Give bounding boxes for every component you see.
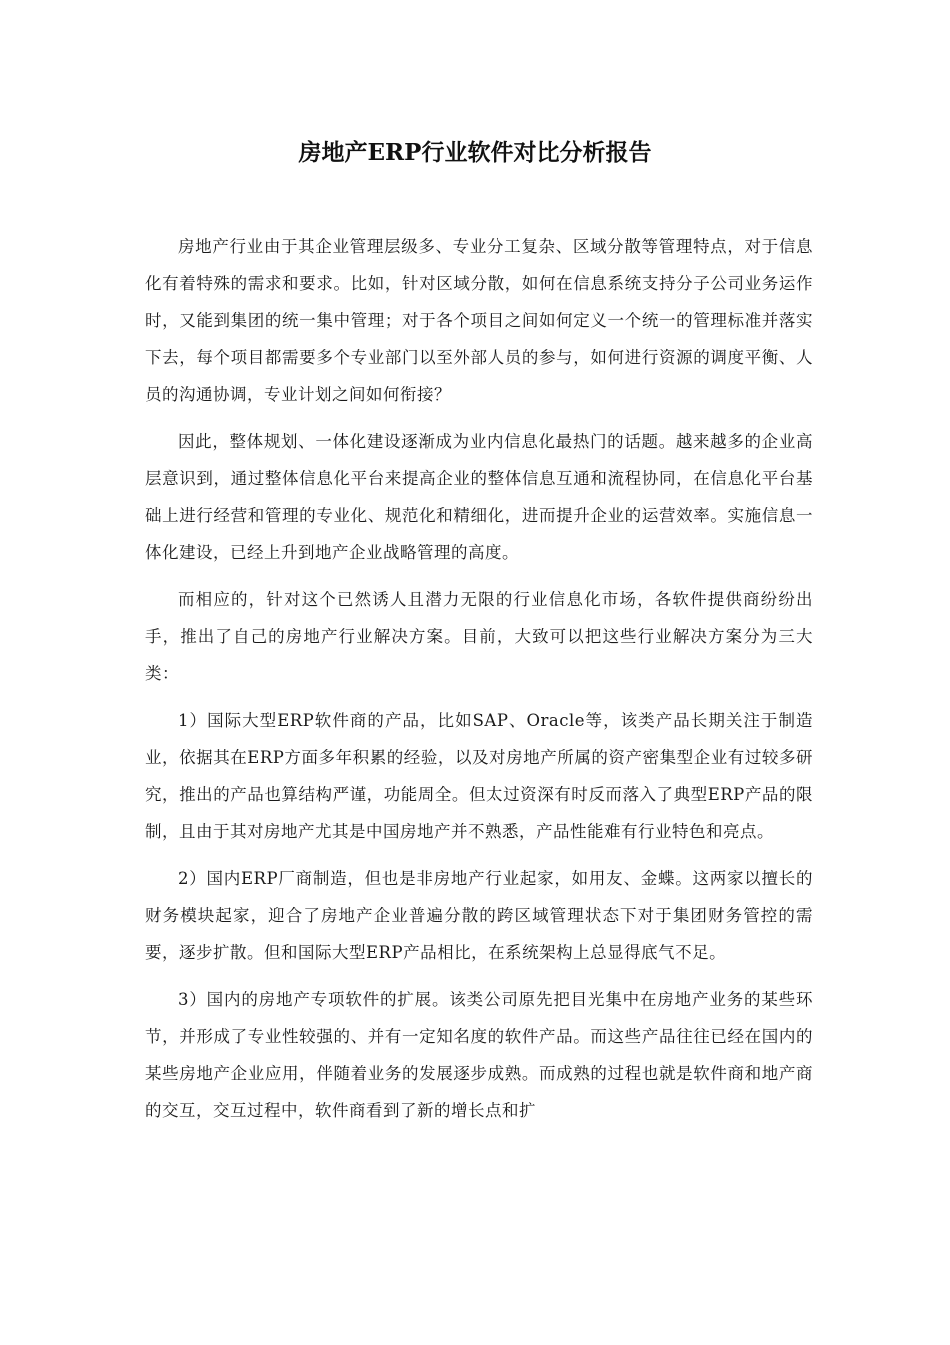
document-title: 房地产ERP行业软件对比分析报告 [298, 139, 652, 166]
paragraph-category-1: 1）国际大型ERP软件商的产品，比如SAP、Oracle等，该类产品长期关注于制造业，依据其在ERP方面多年积累的经验，以及对房地产所属的资产密集型企业有过较多研究，推出的产品也算结构严谨，功能周全。但太过资深有时反而落入了典型ERP产品的限制，且由于其对房地产尤其是中国房地产并不熟悉，产品性能难有行业特色和亮点。 [145, 711, 813, 841]
document-body [145, 228, 813, 1139]
paragraph-market: 而相应的，针对这个已然诱人且潜力无限的行业信息化市场，各软件提供商纷纷出手，推出了自己的房地产行业解决方案。目前，大致可以把这些行业解决方案分为三大类： [145, 590, 813, 683]
paragraph-category-2: 2）国内ERP厂商制造，但也是非房地产行业起家，如用友、金蝶。这两家以擅长的财务模块起家，迎合了房地产企业普遍分散的跨区域管理状态下对于集团财务管控的需要，逐步扩散。但和国际大型ERP产品相比，在系统架构上总显得底气不足。 [145, 869, 813, 962]
paragraph-category-3: 3）国内的房地产专项软件的扩展。该类公司原先把目光集中在房地产业务的某些环节，并形成了专业性较强的、并有一定知名度的软件产品。而这些产品往往已经在国内的某些房地产企业应用，伴随着业务的发展逐步成熟。而成熟的过程也就是软件商和地产商的交互，交互过程中，软件商看到了新的增长点和扩 [145, 990, 813, 1120]
paragraph-intro: 房地产行业由于其企业管理层级多、专业分工复杂、区域分散等管理特点，对于信息化有着特殊的需求和要求。比如，针对区域分散，如何在信息系统支持分子公司业务运作时，又能到集团的统一集中管理；对于各个项目之间如何定义一个统一的管理标准并落实下去，每个项目都需要多个专业部门以至外部人员的参与，如何进行资源的调度平衡、人员的沟通协调，专业计划之间如何衔接？ [145, 237, 813, 404]
paragraph-integration: 因此，整体规划、一体化建设逐渐成为业内信息化最热门的话题。越来越多的企业高层意识到，通过整体信息化平台来提高企业的整体信息互通和流程协同，在信息化平台基础上进行经营和管理的专业化、规范化和精细化，进而提升企业的运营效率。实施信息一体化建设，已经上升到地产企业战略管理的高度。 [145, 432, 813, 562]
